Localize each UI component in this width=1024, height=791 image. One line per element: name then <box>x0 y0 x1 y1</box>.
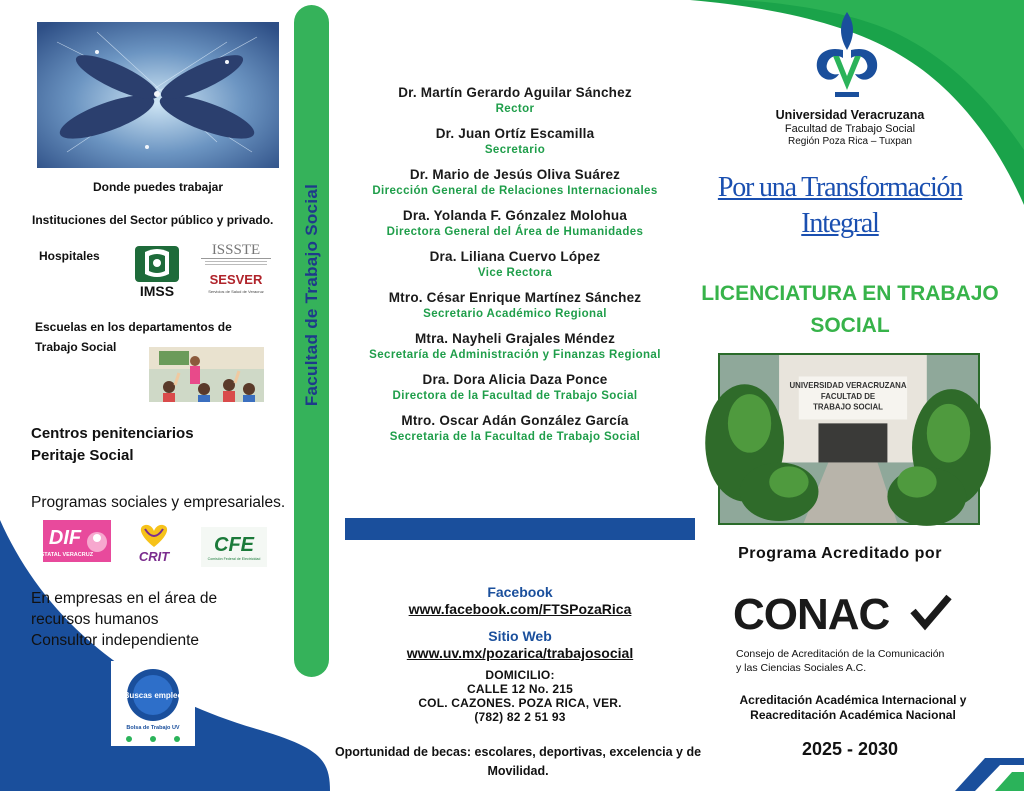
authority-name: Dra. Liliana Cuervo López <box>429 249 601 264</box>
authority-item <box>345 248 685 280</box>
accredited-by-text: Programa Acreditado por <box>738 545 942 562</box>
bolsa-trabajo-logo <box>111 661 195 746</box>
authority-item <box>345 166 685 198</box>
sector-text: Instituciones del Sector público y privado. <box>32 213 274 227</box>
contact-block <box>320 584 720 724</box>
website-link[interactable]: www.uv.mx/pozarica/trabajosocial <box>406 645 634 661</box>
where-work-heading: Donde puedes trabajar <box>92 180 224 194</box>
sesver-logo-text: SESVER <box>209 272 263 287</box>
authority-name: Dra. Dora Alicia Daza Ponce <box>422 372 608 387</box>
prisons-line: Centros penitenciarios <box>31 425 194 442</box>
imss-logo-text: IMSS <box>139 283 175 299</box>
cfe-logo-text: CFE <box>214 534 254 556</box>
schools-text: Escuelas en los departamentos de Trabajo Social <box>35 320 232 354</box>
accreditation-line-2: Reacreditación Académica Nacional <box>750 708 956 722</box>
photo-sign-line-1: UNIVERSIDAD VERACRUZANA <box>789 381 907 391</box>
conac-logo-text: CONAC <box>733 590 890 639</box>
companies-line-2: recursos humanos <box>31 611 159 628</box>
authority-item <box>345 330 685 362</box>
authority-role: Dirección General de Relaciones Internacionales <box>372 185 658 197</box>
accreditation-line-1: Acreditación Académica Internacional y <box>739 693 967 707</box>
authority-item <box>345 125 685 157</box>
issste-sesver-logo <box>199 240 273 300</box>
authority-item <box>345 289 685 321</box>
address-label: DOMICILIO: <box>485 668 555 682</box>
address-line-2: COL. CAZONES. POZA RICA, VER. <box>418 696 622 710</box>
conac-description <box>736 647 966 675</box>
authority-role: Vice Rectora <box>477 267 553 279</box>
dif-logo-text: DIF <box>48 527 82 549</box>
region-name: Región Poza Rica – Tuxpan <box>788 136 912 147</box>
authority-role: Secretario <box>484 144 546 156</box>
companies-line-1: En empresas en el área de <box>31 590 218 607</box>
uv-flor-de-lis-logo <box>809 10 885 102</box>
faculty-vertical-text: Facultad de Trabajo Social <box>301 183 321 407</box>
cfe-logo <box>201 527 267 567</box>
authority-role: Secretario Académico Regional <box>423 308 607 320</box>
dif-logo <box>36 520 111 562</box>
authority-name: Dr. Juan Ortíz Escamilla <box>435 126 595 141</box>
hospitals-text: Hospitales <box>39 249 100 263</box>
companies-line-3: Consultor independiente <box>31 632 200 649</box>
authority-role: Directora de la Facultad de Trabajo Social <box>392 390 638 402</box>
university-name: Universidad Veracruzana <box>775 108 925 122</box>
authority-role: Rector <box>495 103 535 115</box>
empleo-logo-text: ¿Buscas empleo? <box>118 691 188 700</box>
authority-item <box>345 207 685 239</box>
sesver-sub-text: Servicios de Salud de Veracruz <box>208 289 264 294</box>
accreditation-period: 2025 - 2030 <box>801 739 899 759</box>
address-line-1: CALLE 12 No. 215 <box>467 682 573 696</box>
conac-logo <box>733 589 963 637</box>
facebook-label: Facebook <box>487 584 553 600</box>
conac-description-line-1: Consejo de Acreditación de la Comunicación <box>736 648 945 660</box>
empleo-sub-text: Bolsa de Trabajo UV <box>126 725 180 731</box>
crit-logo-text: CRIT <box>138 549 170 564</box>
authorities-list <box>345 84 685 453</box>
authority-role: Secretaría de Administración y Finanzas Regional <box>369 349 661 361</box>
authority-name: Mtra. Nayheli Grajales Méndez <box>414 331 616 346</box>
dif-sub-text: ESTATAL VERACRUZ <box>36 552 94 558</box>
facebook-link[interactable]: www.facebook.com/FTSPozaRica <box>408 601 632 617</box>
classroom-photo <box>149 347 264 402</box>
prisons-text <box>31 423 194 467</box>
phone-number: (782) 82 2 51 93 <box>474 710 566 724</box>
blue-divider-bar <box>345 518 695 540</box>
peritaje-line: Peritaje Social <box>31 447 134 464</box>
faculty-vertical-text-wrap <box>294 150 329 440</box>
cfe-sub-text: Comisión Federal de Electricidad <box>207 557 261 561</box>
programs-text: Programas sociales y empresariales. <box>31 494 286 511</box>
accreditation-text <box>708 693 998 723</box>
authority-name: Dr. Mario de Jesús Oliva Suárez <box>409 167 621 182</box>
hands-teamwork-photo <box>37 22 279 168</box>
authority-item <box>345 412 685 444</box>
imss-logo <box>131 244 183 299</box>
website-label: Sitio Web <box>488 628 552 644</box>
authority-name: Dra. Yolanda F. Gónzalez Molohua <box>402 208 628 223</box>
authority-name: Dr. Martín Gerardo Aguilar Sánchez <box>398 85 632 100</box>
photo-sign-line-3: TRABAJO SOCIAL <box>813 402 883 412</box>
degree-title: LICENCIATURA EN TRABAJO SOCIAL <box>701 282 999 337</box>
faculty-building-photo <box>718 353 980 525</box>
conac-description-line-2: y las Ciencias Sociales A.C. <box>736 662 867 674</box>
authority-item <box>345 371 685 403</box>
authority-item <box>345 84 685 116</box>
photo-sign-line-2: FACULTAD DE <box>820 391 876 401</box>
scholarships-text: Oportunidad de becas: escolares, deportivas, excelencia y de Movilidad. <box>334 745 702 778</box>
crit-logo <box>131 521 177 565</box>
authority-name: Mtro. César Enrique Martínez Sánchez <box>388 290 642 305</box>
authority-role: Directora General del Área de Humanidades <box>386 226 644 238</box>
authority-role: Secretaria de la Facultad de Trabajo Social <box>389 431 641 443</box>
university-name-block <box>740 108 960 148</box>
authority-name: Mtro. Oscar Adán González García <box>401 413 629 428</box>
faculty-name: Facultad de Trabajo Social <box>784 123 916 135</box>
companies-text <box>31 588 271 651</box>
slogan-text: Por una Transformación Integral <box>717 172 963 239</box>
issste-logo-text: ISSSTE <box>211 242 261 258</box>
